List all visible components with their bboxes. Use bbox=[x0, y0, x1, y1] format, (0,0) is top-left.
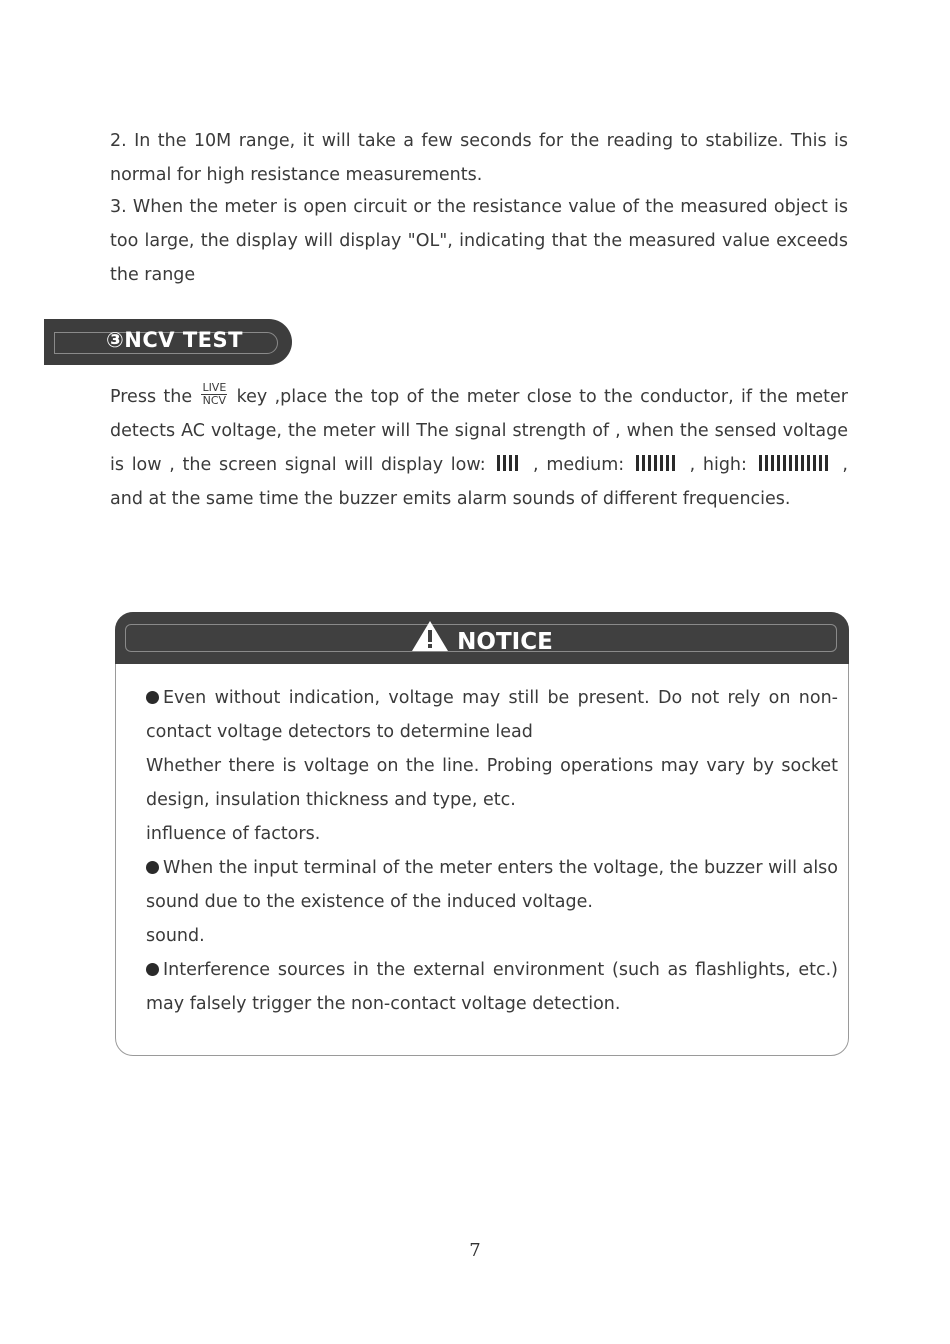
signal-medium-bars-icon bbox=[636, 454, 678, 472]
signal-bar bbox=[825, 455, 828, 471]
signal-bar bbox=[497, 455, 500, 471]
ncv-text-high-label: high: bbox=[702, 455, 747, 475]
notice-line-2: Whether there is voltage on the line. Probing operations may vary by socket design, insulation thickness and type, etc. bbox=[146, 756, 838, 810]
warning-triangle-icon bbox=[411, 620, 449, 661]
bullet-icon bbox=[146, 861, 159, 874]
signal-bar bbox=[672, 455, 675, 471]
notice-title: NOTICE bbox=[457, 629, 553, 655]
signal-bar bbox=[515, 455, 518, 471]
signal-bar bbox=[648, 455, 651, 471]
signal-bar bbox=[789, 455, 792, 471]
bullet-icon bbox=[146, 963, 159, 976]
signal-bar bbox=[807, 455, 810, 471]
signal-bar bbox=[509, 455, 512, 471]
signal-bar bbox=[819, 455, 822, 471]
notice-body bbox=[146, 681, 838, 1021]
signal-bar bbox=[795, 455, 798, 471]
signal-bar bbox=[503, 455, 506, 471]
signal-bar bbox=[801, 455, 804, 471]
notice-line-5: sound. bbox=[146, 926, 205, 946]
resistance-note-3: 3. When the meter is open circuit or the resistance value of the measured object is too large, the display will display "OL", indicating that the measured value exceeds the range bbox=[110, 197, 848, 285]
signal-bar bbox=[642, 455, 645, 471]
key-label-top: LIVE bbox=[202, 380, 227, 394]
ncv-instructions bbox=[110, 380, 848, 516]
signal-low-bars-icon bbox=[497, 454, 521, 472]
signal-bar bbox=[759, 455, 762, 471]
live-ncv-key-label bbox=[201, 382, 227, 407]
ncv-text-end: , and at the same time the buzzer emits alarm sounds of different frequencies. bbox=[110, 455, 848, 509]
notice-box bbox=[115, 612, 849, 1056]
signal-bar bbox=[765, 455, 768, 471]
key-label-bottom: NCV bbox=[202, 393, 227, 407]
ncv-text-after-key: key ,place the top of the meter close to the conductor, if the meter detects AC voltage, the meter will The signal strength of , when the sensed voltage is low , the screen signal will display low: bbox=[110, 387, 848, 475]
section-banner-ncv-test bbox=[44, 319, 292, 365]
signal-high-bars-icon bbox=[759, 454, 831, 472]
ncv-text-medium: , medium: bbox=[533, 455, 625, 475]
notice-header bbox=[115, 612, 849, 664]
signal-bar bbox=[783, 455, 786, 471]
notice-item-3 bbox=[146, 953, 838, 1021]
ncv-text-before-key: Press the bbox=[110, 387, 193, 407]
resistance-note-2: 2. In the 10M range, it will take a few seconds for the reading to stabilize. This is normal for high resistance measurements. bbox=[110, 131, 848, 185]
notice-line-4: When the input terminal of the meter enters the voltage, the buzzer will also sound due to the existence of the induced voltage. bbox=[146, 858, 838, 912]
section-title: ③NCV TEST bbox=[106, 328, 243, 352]
signal-bar bbox=[666, 455, 669, 471]
notice-item-1 bbox=[146, 681, 838, 749]
notice-line-6: Interference sources in the external environment (such as flashlights, etc.) may falsely trigger the non-contact voltage detection. bbox=[146, 960, 838, 1014]
page-number: 7 bbox=[469, 1240, 481, 1261]
ncv-text-high-prefix: , bbox=[689, 455, 696, 475]
notice-line-3: influence of factors. bbox=[146, 824, 321, 844]
bullet-icon bbox=[146, 691, 159, 704]
notice-item-2 bbox=[146, 851, 838, 919]
signal-bar bbox=[771, 455, 774, 471]
signal-bar bbox=[813, 455, 816, 471]
signal-bar bbox=[660, 455, 663, 471]
signal-bar bbox=[636, 455, 639, 471]
signal-bar bbox=[654, 455, 657, 471]
signal-bar bbox=[777, 455, 780, 471]
notice-line-1: Even without indication, voltage may still be present. Do not rely on non-contact voltage detectors to determine lead bbox=[146, 688, 838, 742]
